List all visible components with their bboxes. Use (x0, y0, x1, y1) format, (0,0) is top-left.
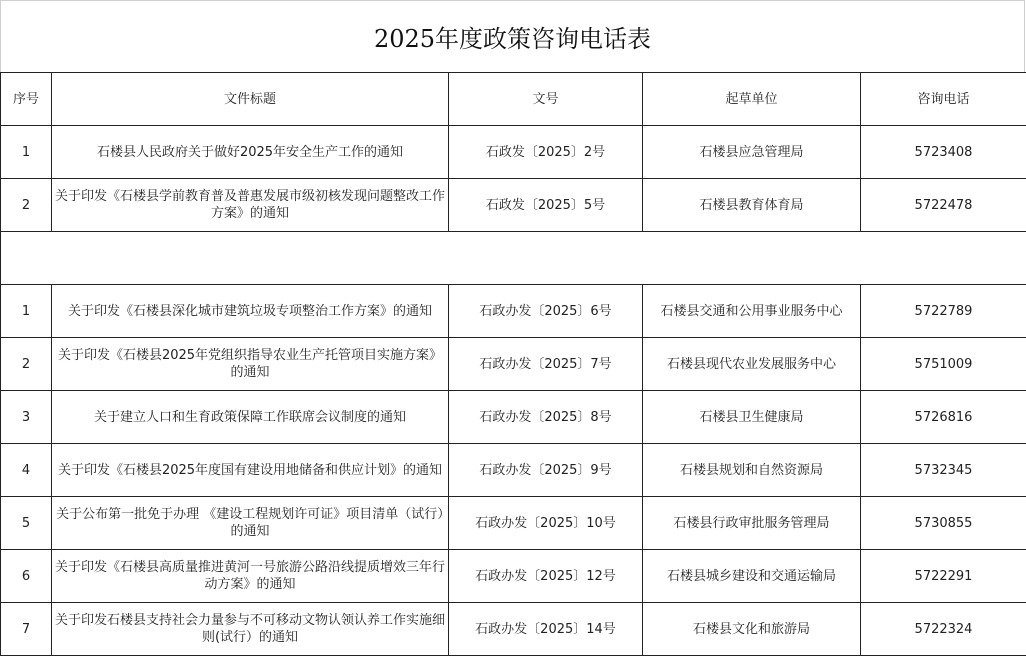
cell-doc-no: 石政办发〔2025〕10号 (449, 497, 643, 550)
header-doc-title: 文件标题 (52, 73, 449, 126)
cell-doc-no: 石政发〔2025〕5号 (449, 179, 643, 232)
cell-phone: 5723408 (861, 126, 1026, 179)
group-separator-row (1, 232, 1026, 285)
table-row (1, 338, 1026, 391)
cell-seq: 3 (1, 391, 52, 444)
cell-drafter: 石楼县现代农业发展服务中心 (643, 338, 861, 391)
cell-title: 石楼县人民政府关于做好2025年安全生产工作的通知 (52, 126, 449, 179)
cell-drafter: 石楼县卫生健康局 (643, 391, 861, 444)
cell-phone: 5722291 (861, 550, 1026, 603)
cell-drafter: 石楼县应急管理局 (643, 126, 861, 179)
cell-seq: 6 (1, 550, 52, 603)
cell-title: 关于印发《石楼县2025年度国有建设用地储备和供应计划》的通知 (52, 444, 449, 497)
cell-drafter: 石楼县规划和自然资源局 (643, 444, 861, 497)
header-doc-no: 文号 (449, 73, 643, 126)
cell-drafter: 石楼县交通和公用事业服务中心 (643, 285, 861, 338)
cell-phone: 5722478 (861, 179, 1026, 232)
cell-doc-no: 石政办发〔2025〕14号 (449, 603, 643, 656)
table-row (1, 391, 1026, 444)
cell-drafter: 石楼县行政审批服务管理局 (643, 497, 861, 550)
cell-doc-no: 石政办发〔2025〕12号 (449, 550, 643, 603)
cell-phone: 5722789 (861, 285, 1026, 338)
cell-title: 关于建立人口和生育政策保障工作联席会议制度的通知 (52, 391, 449, 444)
cell-seq: 1 (1, 126, 52, 179)
title-row (0, 0, 1025, 72)
table-row (1, 603, 1026, 656)
cell-seq: 7 (1, 603, 52, 656)
cell-seq: 4 (1, 444, 52, 497)
table-row (1, 497, 1026, 550)
cell-drafter: 石楼县文化和旅游局 (643, 603, 861, 656)
header-phone: 咨询电话 (861, 73, 1026, 126)
cell-drafter: 石楼县教育体育局 (643, 179, 861, 232)
header-drafter: 起草单位 (643, 73, 861, 126)
table-row (1, 285, 1026, 338)
cell-doc-no: 石政办发〔2025〕9号 (449, 444, 643, 497)
cell-phone: 5730855 (861, 497, 1026, 550)
cell-title: 关于印发《石楼县深化城市建筑垃圾专项整治工作方案》的通知 (52, 285, 449, 338)
cell-title: 关于印发《石楼县学前教育普及普惠发展市级初核发现问题整改工作方案》的通知 (52, 179, 449, 232)
table-row (1, 444, 1026, 497)
cell-seq: 1 (1, 285, 52, 338)
cell-seq: 2 (1, 179, 52, 232)
cell-seq: 5 (1, 497, 52, 550)
table-row (1, 126, 1026, 179)
empty-separator-cell (1, 232, 1026, 285)
cell-drafter: 石楼县城乡建设和交通运输局 (643, 550, 861, 603)
header-seq: 序号 (1, 73, 52, 126)
cell-phone: 5722324 (861, 603, 1026, 656)
page-title: 2025年度政策咨询电话表 (373, 25, 652, 53)
cell-phone: 5726816 (861, 391, 1026, 444)
table-row (1, 179, 1026, 232)
table-row (1, 550, 1026, 603)
cell-phone: 5751009 (861, 338, 1026, 391)
header-row (1, 73, 1026, 126)
cell-title: 关于印发石楼县支持社会力量参与不可移动文物认领认养工作实施细则(试行）的通知 (52, 603, 449, 656)
cell-title: 关于印发《石楼县2025年党组织指导农业生产托管项目实施方案》的通知 (52, 338, 449, 391)
cell-doc-no: 石政办发〔2025〕7号 (449, 338, 643, 391)
cell-doc-no: 石政办发〔2025〕6号 (449, 285, 643, 338)
cell-title: 关于印发《石楼县高质量推进黄河一号旅游公路沿线提质增效三年行动方案》的通知 (52, 550, 449, 603)
cell-doc-no: 石政发〔2025〕2号 (449, 126, 643, 179)
policy-table (0, 72, 1026, 656)
cell-phone: 5732345 (861, 444, 1026, 497)
cell-title: 关于公布第一批免于办理 《建设工程规划许可证》项目清单（试行）的通知 (52, 497, 449, 550)
cell-doc-no: 石政办发〔2025〕8号 (449, 391, 643, 444)
cell-seq: 2 (1, 338, 52, 391)
